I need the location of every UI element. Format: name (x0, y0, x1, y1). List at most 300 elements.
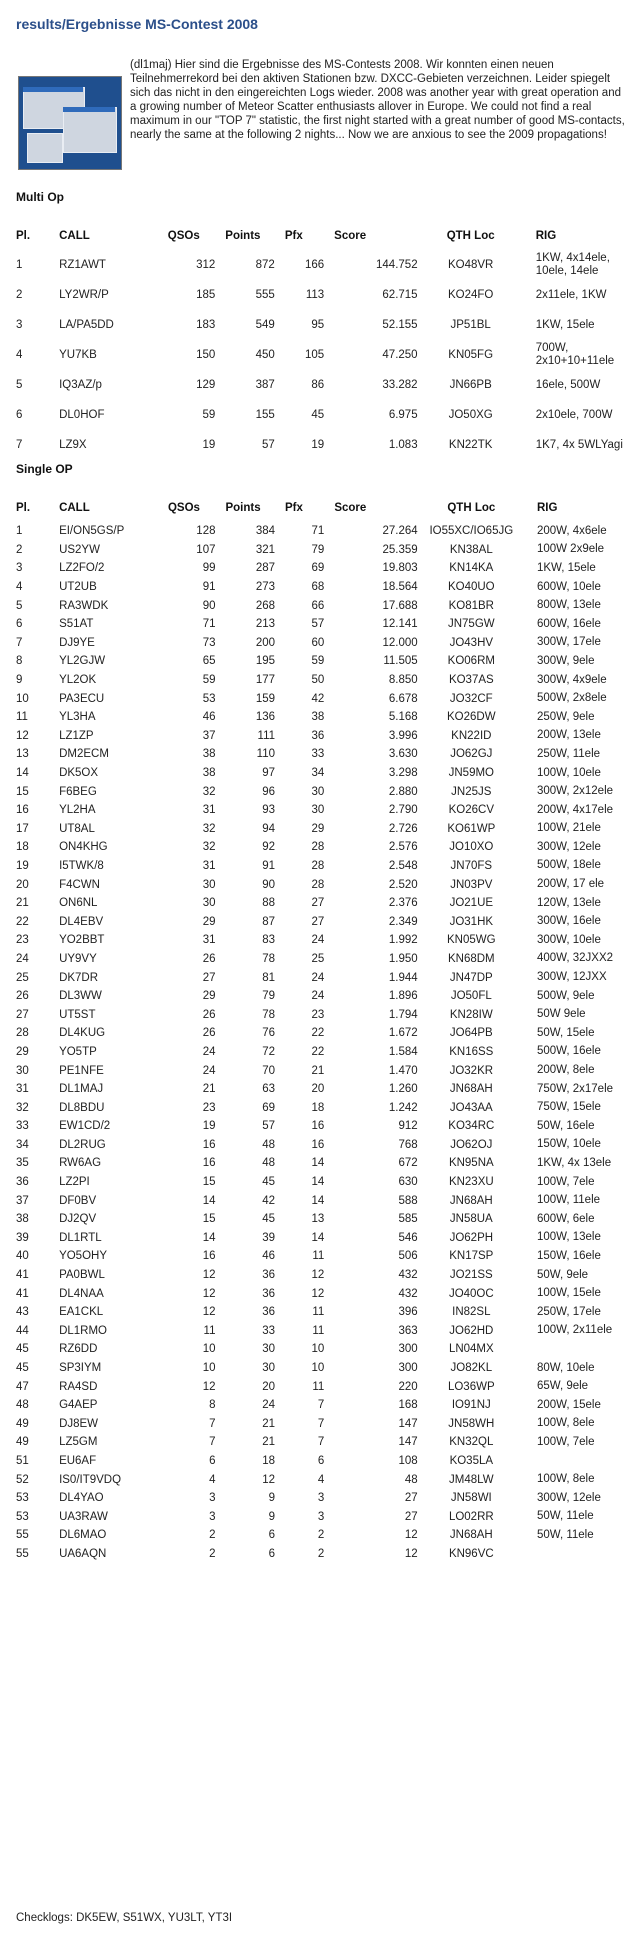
cell-rig: 200W, 17 ele (536, 878, 605, 891)
cell-points: 21 (262, 1436, 276, 1449)
cell-callsign: DJ9YE (59, 636, 95, 649)
cell-score: 11.505 (383, 655, 418, 668)
cell-qth-locator: KN38AL (449, 543, 493, 556)
cell-points: 136 (255, 711, 276, 724)
cell-pfx: 27 (311, 897, 325, 910)
cell-qsos: 3 (209, 1510, 216, 1523)
table-row (16, 340, 640, 370)
header-qth: QTH Loc (447, 502, 496, 514)
table-row (16, 931, 640, 950)
cell-place: 3 (16, 562, 23, 575)
cell-score: 2.376 (388, 897, 418, 910)
table-row (16, 250, 640, 280)
table-row (16, 400, 640, 430)
contest-screenshot-image (18, 76, 122, 170)
cell-score: 1.470 (388, 1064, 418, 1077)
cell-score: 12 (404, 1547, 418, 1560)
table-row (16, 820, 640, 839)
cell-points: 195 (255, 655, 276, 668)
cell-qth-locator: KN96VC (448, 1547, 494, 1560)
table-row (16, 1136, 640, 1155)
cell-qth-locator: KN16SS (449, 1045, 494, 1058)
cell-score: 1.896 (388, 990, 418, 1003)
table-row (16, 727, 640, 746)
cell-score: 17.688 (382, 599, 418, 612)
cell-place: 34 (16, 1138, 29, 1151)
table-row (16, 708, 640, 727)
cell-place: 41 (16, 1269, 29, 1282)
cell-score: 47.250 (382, 349, 418, 361)
cell-pfx: 24 (311, 934, 325, 947)
cell-qsos: 99 (202, 562, 216, 575)
cell-callsign: DL2RUG (59, 1138, 106, 1151)
cell-rig: 1KW, 4x 13ele (536, 1156, 612, 1169)
cell-place: 23 (16, 934, 29, 947)
table-row (16, 894, 640, 913)
cell-callsign: LZ2FO/2 (59, 562, 105, 575)
cell-rig: 50W, 9ele (536, 1268, 589, 1281)
cell-points: 12 (262, 1473, 276, 1486)
cell-rig: 300W, 2x12ele (536, 785, 614, 798)
cell-qsos: 53 (202, 692, 216, 705)
cell-qth-locator: JN25JS (451, 785, 492, 798)
cell-qth-locator: KO61WP (447, 822, 496, 835)
cell-callsign: DL4KUG (59, 1027, 106, 1040)
cell-qth-locator: KN95NA (448, 1157, 494, 1170)
cell-qsos: 32 (202, 841, 216, 854)
table-row (16, 1024, 640, 1043)
cell-points: 97 (262, 767, 276, 780)
cell-qth-locator: JN66PB (449, 379, 492, 391)
cell-qsos: 90 (202, 599, 216, 612)
cell-qth-locator: JO10XO (449, 841, 494, 854)
intro-text: (dl1maj) Hier sind die Ergebnisse des MS-Contests 2008. Wir konnten einen neuen Teilnehmerrekord bei den aktiven Stationen bzw. DXCC-Gebieten verzeichnen. Leider spiegelt sich das nicht in den eingereichten Logs wieder. 2008 was another year with great operation and a growing number of Meteor Scatter enthusiasts allover in Europe. We could not find a real maximum in our "TOP 7" statistic, the first night started with a great number of good MS-contacts, nearly the same at the following 2 nights... Now we are anxious to see the 2009 propagations! (130, 59, 625, 141)
cell-qth-locator: JO62PH (449, 1231, 494, 1244)
cell-callsign: DL4YAO (59, 1492, 104, 1505)
cell-callsign: DL6MAO (59, 1529, 107, 1542)
cell-qth-locator: LN04MX (448, 1343, 494, 1356)
table-header-row (16, 222, 640, 250)
cell-qth-locator: JN70FS (450, 859, 493, 872)
cell-qsos: 38 (202, 767, 216, 780)
cell-qth-locator: JO64PB (449, 1027, 493, 1040)
cell-qth-locator: JO40OC (448, 1287, 494, 1300)
cell-points: 45 (262, 1213, 276, 1226)
cell-callsign: UT2UB (59, 581, 97, 594)
cell-pfx: 7 (317, 1399, 325, 1412)
header-rig: RIG (536, 501, 558, 514)
cell-score: 1.950 (388, 952, 418, 965)
cell-callsign: LZ2PI (59, 1176, 90, 1189)
table-row (16, 782, 640, 801)
cell-score: 585 (398, 1213, 418, 1226)
table-row (16, 875, 640, 894)
cell-points: 57 (262, 1120, 276, 1133)
cell-callsign: UA6AQN (59, 1547, 107, 1560)
cell-score: 6.678 (388, 692, 418, 705)
cell-qsos: 31 (202, 859, 216, 872)
cell-points: 6 (268, 1547, 276, 1560)
table-row (16, 1080, 640, 1099)
cell-pfx: 3 (317, 1492, 325, 1505)
cell-score: 912 (398, 1120, 418, 1133)
cell-pfx: 3 (317, 1510, 325, 1523)
cell-rig: 250W, 17ele (536, 1305, 601, 1318)
cell-qth-locator: IO91NJ (451, 1399, 491, 1412)
cell-qsos: 150 (196, 349, 216, 361)
table-row (16, 1545, 640, 1564)
cell-pfx: 33 (311, 748, 325, 761)
cell-rig: 1KW, 15ele (535, 318, 595, 331)
cell-pfx: 10 (311, 1343, 325, 1356)
cell-points: 36 (262, 1306, 276, 1319)
cell-qth-locator: KN22TK (448, 439, 493, 451)
table-row (16, 912, 640, 931)
cell-points: 30 (262, 1362, 276, 1375)
cell-qsos: 2 (209, 1529, 216, 1542)
cell-points: 79 (262, 990, 276, 1003)
cell-rig: 100W, 2x11ele (536, 1324, 613, 1337)
cell-qth-locator: JO32CF (449, 692, 493, 705)
cell-place: 45 (16, 1362, 29, 1375)
cell-pfx: 30 (311, 785, 325, 798)
cell-callsign: RW6AG (59, 1157, 102, 1170)
table-row (16, 801, 640, 820)
cell-qth-locator: KO40UO (447, 581, 495, 594)
cell-score: 506 (398, 1250, 418, 1263)
cell-pfx: 71 (311, 525, 325, 538)
cell-pfx: 30 (311, 804, 325, 817)
table-row (16, 857, 640, 876)
cell-pfx: 45 (311, 409, 325, 421)
cell-rig: 200W, 4x17ele (536, 803, 614, 816)
cell-callsign: RZ1AWT (59, 259, 106, 271)
table-row (16, 1061, 640, 1080)
cell-qsos: 32 (202, 822, 216, 835)
cell-qsos: 26 (202, 1008, 216, 1021)
cell-rig: 65W, 9ele (536, 1380, 589, 1393)
cell-rig: 1KW, 4x14ele, 10ele, 14ele (535, 252, 610, 277)
cell-pfx: 95 (311, 319, 325, 331)
cell-score: 300 (398, 1343, 418, 1356)
header-points: Points (225, 502, 261, 514)
cell-qth-locator: LO02RR (448, 1510, 494, 1523)
cell-qsos: 30 (202, 878, 216, 891)
table-row (16, 1526, 640, 1545)
cell-points: 549 (255, 319, 275, 331)
cell-qsos: 14 (202, 1194, 216, 1207)
cell-rig: 500W, 9ele (536, 989, 595, 1002)
header-qsos: QSOs (167, 502, 200, 514)
cell-qsos: 71 (202, 618, 216, 631)
table-row (16, 950, 640, 969)
cell-points: 96 (262, 785, 276, 798)
cell-callsign: DL3WW (59, 990, 102, 1003)
cell-place: 31 (16, 1083, 29, 1096)
cell-points: 450 (255, 349, 275, 361)
cell-callsign: YO2BBT (59, 934, 105, 947)
cell-qth-locator: KN68DM (447, 952, 495, 965)
cell-qsos: 3 (209, 1492, 216, 1505)
cell-rig: 100W, 11ele (536, 1194, 601, 1207)
cell-place: 1 (16, 259, 23, 271)
cell-points: 45 (262, 1176, 276, 1189)
cell-callsign: S51AT (59, 618, 94, 631)
cell-qth-locator: IN82SL (452, 1306, 491, 1319)
cell-pfx: 79 (311, 543, 325, 556)
cell-rig: 50W, 15ele (536, 1026, 595, 1039)
cell-rig: 120W, 13ele (536, 896, 601, 909)
cell-qsos: 26 (202, 952, 216, 965)
cell-score: 48 (404, 1473, 418, 1486)
cell-callsign: LZ5GM (59, 1436, 98, 1449)
cell-pfx: 86 (311, 379, 325, 391)
table-row (16, 1266, 640, 1285)
cell-callsign: UT5ST (59, 1008, 96, 1021)
cell-pfx: 29 (311, 822, 325, 835)
cell-callsign: DK5OX (59, 767, 99, 780)
cell-rig: 500W, 2x8ele (536, 692, 607, 705)
header-rig: RIG (535, 229, 557, 242)
table-row (16, 1117, 640, 1136)
cell-score: 2.726 (388, 822, 418, 835)
cell-rig: 80W, 10ele (536, 1361, 595, 1374)
cell-callsign: YO5OHY (59, 1250, 107, 1263)
cell-points: 39 (262, 1231, 276, 1244)
cell-score: 25.359 (382, 543, 418, 556)
cell-pfx: 11 (312, 1324, 325, 1337)
cell-pfx: 24 (311, 990, 325, 1003)
cell-pfx: 16 (311, 1120, 325, 1133)
cell-place: 3 (16, 319, 23, 331)
cell-callsign: YL2GJW (59, 655, 106, 668)
cell-score: 6.975 (388, 409, 418, 421)
table-row (16, 1098, 640, 1117)
cell-qsos: 29 (202, 915, 216, 928)
cell-score: 33.282 (382, 379, 418, 391)
cell-rig: 100W, 8ele (536, 1417, 595, 1430)
cell-qth-locator: JO32KR (449, 1064, 494, 1077)
cell-rig: 500W, 16ele (536, 1045, 601, 1058)
cell-qth-locator: JN68AH (449, 1194, 493, 1207)
cell-score: 1.584 (388, 1045, 418, 1058)
cell-score: 546 (398, 1231, 418, 1244)
cell-place: 24 (16, 952, 29, 965)
cell-place: 32 (16, 1101, 29, 1114)
cell-place: 7 (16, 439, 23, 451)
cell-points: 70 (262, 1064, 276, 1077)
cell-qsos: 21 (202, 1083, 216, 1096)
cell-callsign: US2YW (59, 543, 100, 556)
cell-score: 168 (398, 1399, 418, 1412)
cell-qsos: 65 (202, 655, 216, 668)
cell-pfx: 50 (311, 674, 325, 687)
table-row (16, 1452, 640, 1471)
cell-qth-locator: JN58WI (450, 1492, 492, 1505)
cell-points: 69 (262, 1101, 276, 1114)
cell-score: 588 (398, 1194, 418, 1207)
cell-pfx: 28 (311, 841, 325, 854)
cell-qth-locator: JN03PV (450, 878, 493, 891)
cell-score: 396 (398, 1306, 418, 1319)
cell-points: 155 (255, 409, 275, 421)
table-row (16, 1415, 640, 1434)
cell-score: 27 (404, 1510, 418, 1523)
cell-place: 5 (16, 379, 23, 391)
cell-pfx: 12 (311, 1287, 325, 1300)
cell-score: 2.349 (388, 915, 418, 928)
cell-points: 555 (255, 289, 275, 301)
cell-rig: 300W, 4x9ele (536, 673, 607, 686)
table-row (16, 559, 640, 578)
table-row (16, 1377, 640, 1396)
cell-pfx: 14 (311, 1231, 325, 1244)
cell-score: 3.996 (388, 729, 418, 742)
cell-pfx: 24 (311, 971, 325, 984)
header-points: Points (225, 230, 261, 242)
cell-score: 2.520 (388, 878, 418, 891)
table-row (16, 1154, 640, 1173)
multi-op-heading: Multi Op (16, 190, 64, 204)
cell-qsos: 16 (202, 1157, 216, 1170)
cell-callsign: I5TWK/8 (59, 859, 104, 872)
cell-qsos: 16 (202, 1138, 216, 1151)
cell-qsos: 11 (203, 1324, 216, 1337)
cell-place: 8 (16, 655, 23, 668)
cell-rig (525, 1545, 640, 1564)
cell-place: 6 (16, 618, 23, 631)
cell-qsos: 59 (202, 409, 216, 421)
table-row (16, 634, 640, 653)
cell-points: 30 (262, 1343, 276, 1356)
cell-qsos: 59 (202, 674, 216, 687)
cell-qsos: 185 (196, 289, 216, 301)
cell-score: 3.630 (388, 748, 418, 761)
table-row (16, 1507, 640, 1526)
cell-rig: 250W, 11ele (536, 747, 601, 760)
cell-callsign: LY2WR/P (59, 289, 109, 301)
cell-score: 18.564 (382, 581, 418, 594)
cell-callsign: RA3WDK (59, 599, 109, 612)
cell-qsos: 16 (202, 1250, 216, 1263)
cell-rig: 200W, 4x6ele (536, 524, 607, 537)
cell-callsign: YL3HA (59, 711, 96, 724)
cell-place: 11 (16, 711, 28, 724)
cell-qsos: 32 (202, 785, 216, 798)
cell-qth-locator: JO43HV (449, 636, 494, 649)
cell-rig: 50W, 11ele (536, 1510, 594, 1523)
cell-score: 1.242 (388, 1101, 418, 1114)
cell-callsign: LZ9X (59, 439, 87, 451)
cell-qth-locator: KN05WG (447, 934, 496, 947)
checklogs-text: Checklogs: DK5EW, S51WX, YU3LT, YT3I (16, 1912, 233, 1924)
cell-pfx: 36 (311, 729, 325, 742)
cell-callsign: DM2ECM (59, 748, 109, 761)
cell-place: 41 (16, 1287, 29, 1300)
header-qsos: QSOs (167, 230, 200, 242)
cell-points: 24 (262, 1399, 276, 1412)
cell-callsign: G4AEP (59, 1399, 98, 1412)
cell-pfx: 22 (311, 1027, 325, 1040)
cell-score: 432 (398, 1269, 418, 1282)
table-row (16, 1210, 640, 1229)
cell-qsos: 10 (202, 1343, 216, 1356)
header-pl: Pl. (16, 230, 31, 242)
cell-pfx: 2 (317, 1547, 325, 1560)
cell-qsos: 24 (202, 1064, 216, 1077)
table-row (16, 745, 640, 764)
cell-rig: 200W, 13ele (536, 729, 601, 742)
cell-pfx: 57 (311, 618, 325, 631)
table-row (16, 1340, 640, 1359)
cell-qsos: 12 (202, 1287, 216, 1300)
cell-points: 81 (262, 971, 276, 984)
cell-pfx: 60 (311, 636, 325, 649)
cell-pfx: 18 (311, 1101, 325, 1114)
cell-qsos: 26 (202, 1027, 216, 1040)
cell-place: 36 (16, 1176, 29, 1189)
cell-callsign: RA4SD (59, 1380, 98, 1393)
cell-points: 72 (262, 1045, 276, 1058)
cell-qsos: 128 (196, 525, 216, 538)
cell-place: 13 (16, 748, 29, 761)
cell-qth-locator: JN59MO (448, 767, 494, 780)
cell-qsos: 29 (202, 990, 216, 1003)
cell-pfx: 20 (311, 1083, 325, 1096)
single-op-table (16, 494, 640, 1563)
cell-pfx: 66 (311, 599, 325, 612)
cell-rig: 800W, 13ele (536, 599, 601, 612)
cell-points: 321 (255, 543, 276, 556)
cell-place: 21 (16, 897, 29, 910)
table-row (16, 1489, 640, 1508)
cell-rig: 1K7, 4x 5WLYagi (535, 438, 623, 451)
table-row (16, 1229, 640, 1248)
cell-score: 12.000 (382, 636, 418, 649)
cell-points: 83 (262, 934, 276, 947)
table-row (16, 1043, 640, 1062)
cell-place: 22 (16, 915, 29, 928)
cell-score: 1.260 (388, 1083, 418, 1096)
cell-qth-locator: JN68AH (449, 1529, 493, 1542)
cell-rig: 16ele, 500W (535, 378, 601, 391)
cell-callsign: DL8BDU (59, 1101, 105, 1114)
cell-qsos: 15 (202, 1176, 216, 1189)
table-row (16, 968, 640, 987)
cell-place: 9 (16, 674, 23, 687)
cell-place: 2 (16, 543, 23, 556)
cell-place: 39 (16, 1231, 29, 1244)
cell-qsos: 183 (196, 319, 216, 331)
cell-qth-locator: KN14KA (449, 562, 494, 575)
cell-qth-locator: KO37AS (448, 674, 494, 687)
table-row (16, 1005, 640, 1024)
table-row (16, 430, 640, 460)
cell-points: 159 (255, 692, 276, 705)
cell-pfx: 68 (311, 581, 325, 594)
cell-score: 1.944 (388, 971, 418, 984)
cell-pfx: 113 (305, 289, 325, 301)
cell-score: 52.155 (382, 319, 418, 331)
table-row (16, 1396, 640, 1415)
cell-callsign: DK7DR (59, 971, 99, 984)
header-call: CALL (59, 230, 90, 242)
cell-score: 2.790 (388, 804, 418, 817)
cell-place: 43 (16, 1306, 29, 1319)
cell-place: 14 (16, 767, 29, 780)
cell-qsos: 12 (202, 1306, 216, 1319)
cell-place: 28 (16, 1027, 29, 1040)
